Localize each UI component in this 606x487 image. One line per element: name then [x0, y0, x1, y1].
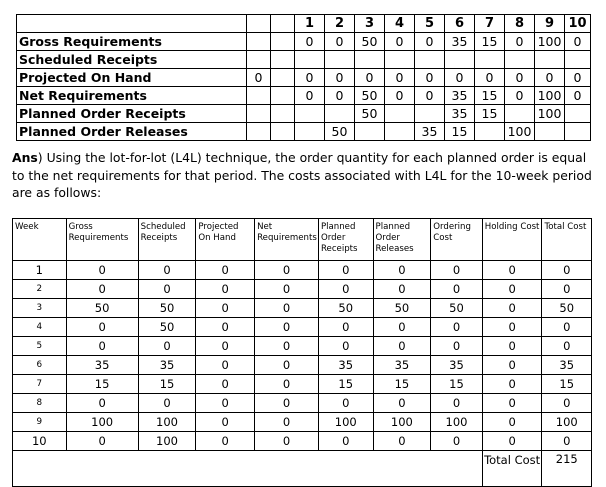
- cost-row: [13, 280, 592, 299]
- cost-header-cell: Net Requirements: [255, 219, 319, 261]
- mrp-value-cell: 0: [385, 87, 415, 105]
- cost-value-cell: 0: [196, 337, 255, 356]
- mrp-value-cell: [505, 51, 535, 69]
- cost-value-cell: 0: [431, 280, 483, 299]
- mrp-value-cell: 35: [445, 105, 475, 123]
- cost-value-cell: 0: [255, 394, 319, 413]
- cost-value-cell: 0: [542, 337, 592, 356]
- mrp-value-cell: 0: [385, 69, 415, 87]
- mrp-value-cell: 0: [295, 69, 325, 87]
- cost-value-cell: 100: [318, 413, 373, 432]
- cost-value-cell: 0: [255, 375, 319, 394]
- mrp-period-header: 1: [295, 15, 325, 33]
- mrp-value-cell: 35: [445, 87, 475, 105]
- mrp-value-cell: 0: [505, 33, 535, 51]
- cost-value-cell: 0: [196, 394, 255, 413]
- cost-value-cell: 35: [66, 356, 138, 375]
- mrp-table: [16, 14, 591, 141]
- cost-value-cell: 0: [138, 261, 196, 280]
- mrp-spacer-cell: [271, 123, 295, 141]
- mrp-value-cell: 50: [355, 87, 385, 105]
- mrp-value-cell: [325, 51, 355, 69]
- cost-value-cell: 0: [431, 394, 483, 413]
- cost-value-cell: 0: [138, 394, 196, 413]
- mrp-period-header: 10: [565, 15, 591, 33]
- cost-value-cell: 0: [542, 394, 592, 413]
- cost-value-cell: 0: [196, 413, 255, 432]
- cost-row: [13, 394, 592, 413]
- cost-week-cell: 1: [13, 261, 67, 280]
- cost-value-cell: 0: [196, 261, 255, 280]
- mrp-value-cell: [565, 123, 591, 141]
- mrp-value-cell: 0: [565, 87, 591, 105]
- cost-value-cell: 50: [66, 299, 138, 318]
- mrp-value-cell: [565, 105, 591, 123]
- mrp-period-header: 8: [505, 15, 535, 33]
- mrp-period-header: 6: [445, 15, 475, 33]
- cost-value-cell: 100: [373, 413, 431, 432]
- mrp-corner-cell: [17, 15, 247, 33]
- cost-value-cell: 0: [542, 280, 592, 299]
- cost-header-cell: Total Cost: [542, 219, 592, 261]
- mrp-value-cell: 100: [535, 87, 565, 105]
- cost-week-cell: 3: [13, 299, 67, 318]
- cost-value-cell: 0: [255, 318, 319, 337]
- mrp-value-cell: [385, 105, 415, 123]
- mrp-row-label: Net Requirements: [17, 87, 247, 105]
- answer-label: Ans: [12, 150, 38, 165]
- answer-text: ) Using the lot-for-lot (L4L) technique, the order quantity for each planned order is equal to the net requirements for that period. The costs associated with L4L for the 10-week period are as follows:: [12, 150, 592, 200]
- mrp-value-cell: 15: [475, 87, 505, 105]
- cost-value-cell: 35: [373, 356, 431, 375]
- cost-value-cell: 100: [431, 413, 483, 432]
- mrp-initial-cell: [247, 105, 271, 123]
- cost-value-cell: 15: [318, 375, 373, 394]
- mrp-value-cell: 0: [325, 87, 355, 105]
- mrp-value-cell: 15: [445, 123, 475, 141]
- cost-value-cell: 0: [255, 337, 319, 356]
- cost-row: [13, 261, 592, 280]
- cost-value-cell: 0: [482, 261, 542, 280]
- mrp-value-cell: [385, 51, 415, 69]
- cost-value-cell: 100: [542, 413, 592, 432]
- cost-value-cell: 0: [482, 394, 542, 413]
- mrp-value-cell: 0: [415, 87, 445, 105]
- cost-value-cell: 0: [482, 280, 542, 299]
- cost-value-cell: 0: [318, 318, 373, 337]
- mrp-value-cell: 0: [565, 69, 591, 87]
- mrp-value-cell: [475, 51, 505, 69]
- cost-value-cell: 100: [66, 413, 138, 432]
- cost-total-label: Total Cost: [482, 451, 542, 487]
- cost-value-cell: 0: [138, 280, 196, 299]
- cost-value-cell: 15: [542, 375, 592, 394]
- cost-value-cell: 0: [255, 432, 319, 451]
- cost-value-cell: 0: [318, 337, 373, 356]
- mrp-value-cell: 15: [475, 105, 505, 123]
- cost-value-cell: 0: [373, 432, 431, 451]
- cost-value-cell: 0: [431, 337, 483, 356]
- mrp-initial-cell: [247, 87, 271, 105]
- cost-value-cell: 0: [431, 261, 483, 280]
- cost-value-cell: 0: [318, 261, 373, 280]
- cost-value-cell: 15: [138, 375, 196, 394]
- cost-value-cell: 0: [66, 337, 138, 356]
- cost-value-cell: 35: [318, 356, 373, 375]
- mrp-value-cell: 0: [325, 33, 355, 51]
- mrp-period-header: 7: [475, 15, 505, 33]
- cost-value-cell: 0: [482, 356, 542, 375]
- cost-value-cell: 0: [318, 280, 373, 299]
- cost-value-cell: 0: [196, 280, 255, 299]
- mrp-value-cell: [295, 105, 325, 123]
- mrp-period-header: 5: [415, 15, 445, 33]
- cost-value-cell: 100: [138, 432, 196, 451]
- cost-value-cell: 0: [66, 432, 138, 451]
- mrp-value-cell: [535, 51, 565, 69]
- cost-value-cell: 0: [318, 394, 373, 413]
- cost-week-cell: 6: [13, 356, 67, 375]
- mrp-value-cell: 0: [505, 69, 535, 87]
- cost-week-cell: 8: [13, 394, 67, 413]
- cost-value-cell: 0: [373, 337, 431, 356]
- cost-value-cell: 0: [255, 413, 319, 432]
- mrp-row-label: Projected On Hand: [17, 69, 247, 87]
- cost-value-cell: 0: [196, 432, 255, 451]
- cost-table: [12, 218, 592, 487]
- cost-value-cell: 0: [542, 261, 592, 280]
- mrp-value-cell: [415, 105, 445, 123]
- mrp-initial-cell: [247, 123, 271, 141]
- mrp-row: [17, 33, 591, 51]
- mrp-spacer-cell: [271, 87, 295, 105]
- mrp-value-cell: 50: [355, 105, 385, 123]
- cost-value-cell: 0: [196, 299, 255, 318]
- cost-row: [13, 337, 592, 356]
- cost-value-cell: 0: [542, 432, 592, 451]
- cost-value-cell: 0: [196, 356, 255, 375]
- mrp-row-label: Planned Order Releases: [17, 123, 247, 141]
- cost-value-cell: 0: [255, 356, 319, 375]
- cost-header-cell: Planned Order Releases: [373, 219, 431, 261]
- mrp-value-cell: 100: [535, 105, 565, 123]
- mrp-row: [17, 69, 591, 87]
- cost-week-cell: 5: [13, 337, 67, 356]
- cost-week-cell: 10: [13, 432, 67, 451]
- mrp-value-cell: [535, 123, 565, 141]
- cost-header-cell: Gross Requirements: [66, 219, 138, 261]
- cost-value-cell: 100: [138, 413, 196, 432]
- mrp-value-cell: 0: [445, 69, 475, 87]
- cost-value-cell: 0: [373, 280, 431, 299]
- mrp-value-cell: 0: [295, 87, 325, 105]
- mrp-row-label: Planned Order Receipts: [17, 105, 247, 123]
- cost-value-cell: 50: [318, 299, 373, 318]
- cost-value-cell: 0: [482, 375, 542, 394]
- mrp-value-cell: 0: [385, 33, 415, 51]
- cost-value-cell: 35: [138, 356, 196, 375]
- mrp-value-cell: 0: [325, 69, 355, 87]
- mrp-value-cell: [565, 51, 591, 69]
- mrp-spacer-cell: [271, 105, 295, 123]
- cost-header-cell: Holding Cost: [482, 219, 542, 261]
- mrp-initial-cell: [247, 33, 271, 51]
- cost-total-row: [13, 451, 592, 487]
- cost-value-cell: 0: [431, 432, 483, 451]
- cost-value-cell: 0: [138, 337, 196, 356]
- cost-header-cell: Planned Order Receipts: [318, 219, 373, 261]
- cost-value-cell: 15: [66, 375, 138, 394]
- mrp-value-cell: 100: [505, 123, 535, 141]
- mrp-value-cell: 50: [355, 33, 385, 51]
- mrp-value-cell: [385, 123, 415, 141]
- cost-total-value: 215: [542, 451, 592, 487]
- mrp-value-cell: 0: [565, 33, 591, 51]
- mrp-spacer-cell: [271, 51, 295, 69]
- mrp-value-cell: 0: [355, 69, 385, 87]
- mrp-value-cell: 100: [535, 33, 565, 51]
- mrp-value-cell: [505, 105, 535, 123]
- cost-value-cell: 50: [138, 318, 196, 337]
- cost-value-cell: 0: [482, 299, 542, 318]
- cost-total-blank: [13, 451, 483, 487]
- mrp-row: [17, 51, 591, 69]
- mrp-value-cell: 35: [415, 123, 445, 141]
- cost-value-cell: 0: [196, 318, 255, 337]
- cost-value-cell: 0: [318, 432, 373, 451]
- cost-value-cell: 50: [431, 299, 483, 318]
- mrp-spacer-header: [271, 15, 295, 33]
- cost-header-row: [13, 219, 592, 261]
- mrp-value-cell: 50: [325, 123, 355, 141]
- cost-value-cell: 35: [542, 356, 592, 375]
- mrp-value-cell: 15: [475, 33, 505, 51]
- mrp-row: [17, 123, 591, 141]
- cost-value-cell: 0: [255, 261, 319, 280]
- mrp-row: [17, 87, 591, 105]
- cost-value-cell: 0: [482, 318, 542, 337]
- cost-week-cell: 7: [13, 375, 67, 394]
- mrp-period-header: 3: [355, 15, 385, 33]
- mrp-value-cell: [445, 51, 475, 69]
- mrp-value-cell: [355, 51, 385, 69]
- cost-row: [13, 413, 592, 432]
- mrp-row-label: Gross Requirements: [17, 33, 247, 51]
- cost-week-cell: 2: [13, 280, 67, 299]
- cost-row: [13, 432, 592, 451]
- mrp-value-cell: 0: [415, 69, 445, 87]
- mrp-period-header: 4: [385, 15, 415, 33]
- cost-week-cell: 9: [13, 413, 67, 432]
- cost-value-cell: 0: [66, 261, 138, 280]
- cost-value-cell: 0: [482, 337, 542, 356]
- cost-value-cell: 0: [482, 432, 542, 451]
- mrp-value-cell: [295, 51, 325, 69]
- cost-row: [13, 356, 592, 375]
- cost-header-cell: Projected On Hand: [196, 219, 255, 261]
- mrp-value-cell: 0: [475, 69, 505, 87]
- answer-paragraph: [12, 149, 596, 202]
- mrp-value-cell: 0: [505, 87, 535, 105]
- mrp-spacer-cell: [271, 33, 295, 51]
- mrp-period-header: 9: [535, 15, 565, 33]
- cost-value-cell: 0: [373, 394, 431, 413]
- mrp-value-cell: [475, 123, 505, 141]
- mrp-header-row: [17, 15, 591, 33]
- mrp-row: [17, 105, 591, 123]
- cost-row: [13, 375, 592, 394]
- cost-value-cell: 0: [255, 280, 319, 299]
- mrp-value-cell: [415, 51, 445, 69]
- cost-value-cell: 50: [138, 299, 196, 318]
- cost-value-cell: 0: [66, 394, 138, 413]
- cost-value-cell: 0: [431, 318, 483, 337]
- mrp-value-cell: 0: [415, 33, 445, 51]
- mrp-value-cell: 0: [535, 69, 565, 87]
- cost-value-cell: 0: [373, 318, 431, 337]
- mrp-spacer-cell: [271, 69, 295, 87]
- mrp-row-label: Scheduled Receipts: [17, 51, 247, 69]
- cost-value-cell: 35: [431, 356, 483, 375]
- cost-value-cell: 0: [542, 318, 592, 337]
- cost-value-cell: 15: [431, 375, 483, 394]
- cost-value-cell: 0: [482, 413, 542, 432]
- mrp-value-cell: [355, 123, 385, 141]
- mrp-value-cell: 0: [295, 33, 325, 51]
- cost-value-cell: 0: [373, 261, 431, 280]
- cost-header-cell: Scheduled Receipts: [138, 219, 196, 261]
- cost-value-cell: 0: [196, 375, 255, 394]
- cost-week-cell: 4: [13, 318, 67, 337]
- mrp-initial-cell: [247, 51, 271, 69]
- mrp-initial-cell: 0: [247, 69, 271, 87]
- cost-value-cell: 15: [373, 375, 431, 394]
- mrp-value-cell: 35: [445, 33, 475, 51]
- cost-value-cell: 0: [66, 318, 138, 337]
- cost-value-cell: 0: [66, 280, 138, 299]
- cost-header-cell: Week: [13, 219, 67, 261]
- mrp-value-cell: [325, 105, 355, 123]
- mrp-value-cell: [295, 123, 325, 141]
- cost-row: [13, 299, 592, 318]
- cost-value-cell: 50: [542, 299, 592, 318]
- cost-value-cell: 0: [255, 299, 319, 318]
- cost-header-cell: Ordering Cost: [431, 219, 483, 261]
- mrp-period-header: 2: [325, 15, 355, 33]
- cost-value-cell: 50: [373, 299, 431, 318]
- cost-row: [13, 318, 592, 337]
- mrp-initial-header: [247, 15, 271, 33]
